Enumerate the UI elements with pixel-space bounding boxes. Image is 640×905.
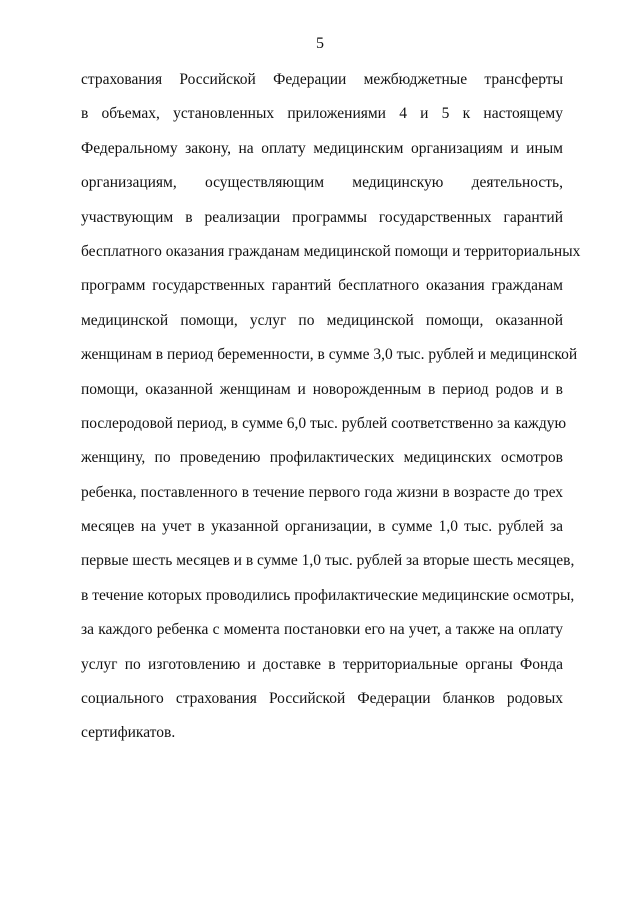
text-line: программ государственных гарантий бесплатного оказания гражданам [81,277,563,295]
text-line: сертификатов. [81,724,176,742]
text-line: страхования Российской Федерации межбюджетные трансферты [81,71,563,88]
text-line: Федеральному закону, на оплату медицинским организациям и иным [81,139,563,157]
text-line: женщину, по проведению профилактических медицинских осмотров [81,449,563,467]
text-line: за каждого ребенка с момента постановки его на учет, а также на оплату [81,621,563,639]
text-line: в объемах, установленных приложениями 4 и 5 к настоящему [81,105,563,123]
text-line: в течение которых проводились профилактические медицинские осмотры, [81,586,575,604]
text-line: бесплатного оказания гражданам медицинской помощи и территориальных [81,242,581,260]
text-line: организациям, осуществляющим медицинскую деятельность, [81,174,563,192]
text-line: медицинской помощи, услуг по медицинской помощи, оказанной [81,311,563,329]
text-line: социального страхования Российской Федерации бланков родовых [81,690,563,708]
text-line: женщинам в период беременности, в сумме 3,0 тыс. рублей и медицинской [81,346,578,364]
page-number: 5 [316,35,324,52]
text-line: ребенка, поставленного в течение первого года жизни в возрасте до трех [81,483,563,501]
text-line: месяцев на учет в указанной организации, в сумме 1,0 тыс. рублей за [81,518,563,536]
text-line: помощи, оказанной женщинам и новорожденным в период родов и в [81,380,563,398]
text-line: участвующим в реализации программы государственных гарантий [81,208,563,226]
body-paragraph [81,63,581,751]
text-line: послеродовой период, в сумме 6,0 тыс. рублей соответственно за каждую [81,414,567,432]
text-line: первые шесть месяцев и в сумме 1,0 тыс. рублей за вторые шесть месяцев, [81,552,575,570]
text-line: услуг по изготовлению и доставке в территориальные органы Фонда [81,655,563,673]
